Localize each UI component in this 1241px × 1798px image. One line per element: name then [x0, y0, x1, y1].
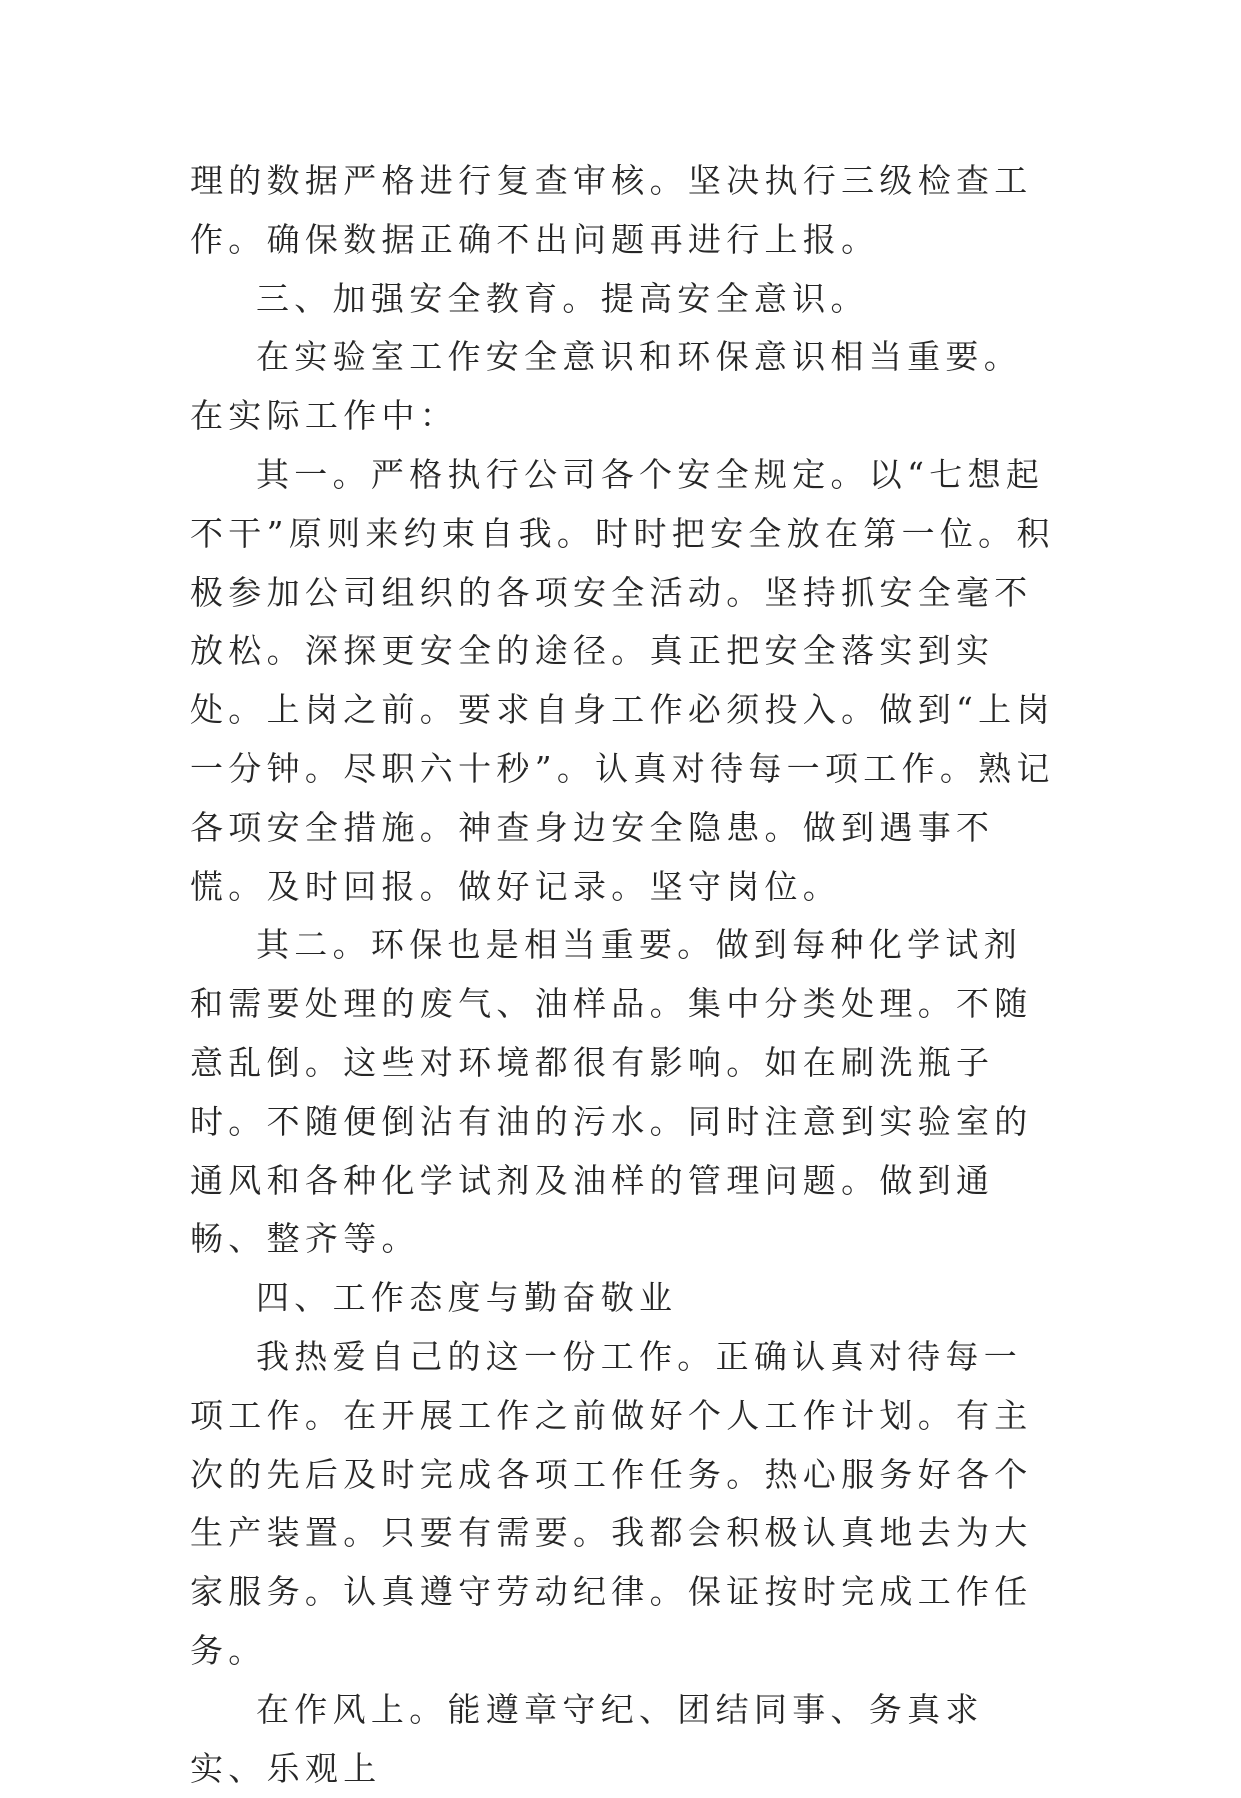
section-heading-safety: 三、加强安全教育。提高安全意识。: [256, 278, 869, 318]
paragraph-data-review: 理的数据严格进行复查审核。坚决执行三级检查工作。确保数据正确不出问题再进行上报。: [190, 161, 1033, 259]
paragraph-safety-intro: 在实验室工作安全意识和环保意识相当重要。在实际工作中：: [190, 337, 1022, 436]
document-body: [190, 152, 1060, 1798]
paragraph-work-style: 在作风上。能遵章守纪、团结同事、务真求实、乐观上: [190, 1689, 984, 1788]
paragraph-safety-rules: 其一。严格执行公司各个安全规定。以“七想起不干”原则来约束自我。时时把安全放在第一位。积极参加公司组织的各项安全活动。坚持抓安全毫不放松。深探更安全的途径。真正把安全落实到实处。上岗之前。要求自身工作必须投入。做到“上岗一分钟。尽职六十秒”。认真对待每一项工作。熟记各项安全措施。神查身边安全隐患。做到遇事不慌。及时回报。做好记录。坚守岗位。: [190, 454, 1055, 906]
section-heading-attitude: 四、工作态度与勤奋敬业: [256, 1278, 678, 1318]
paragraph-work-attitude: 我热爱自己的这一份工作。正确认真对待每一项工作。在开展工作之前做好个人工作计划。有主次的先后及时完成各项工作任务。热心服务好各个生产装置。只要有需要。我都会积极认真地去为大家服务。认真遵守劳动纪律。保证按时完成工作任务。: [190, 1336, 1033, 1670]
paragraph-environment: 其二。环保也是相当重要。做到每种化学试剂和需要处理的废气、油样品。集中分类处理。不随意乱倒。这些对环境都很有影响。如在刷洗瓶子时。不随便倒沾有油的污水。同时注意到实验室的通风和各种化学试剂及油样的管理问题。做到通畅、整齐等。: [190, 925, 1033, 1259]
